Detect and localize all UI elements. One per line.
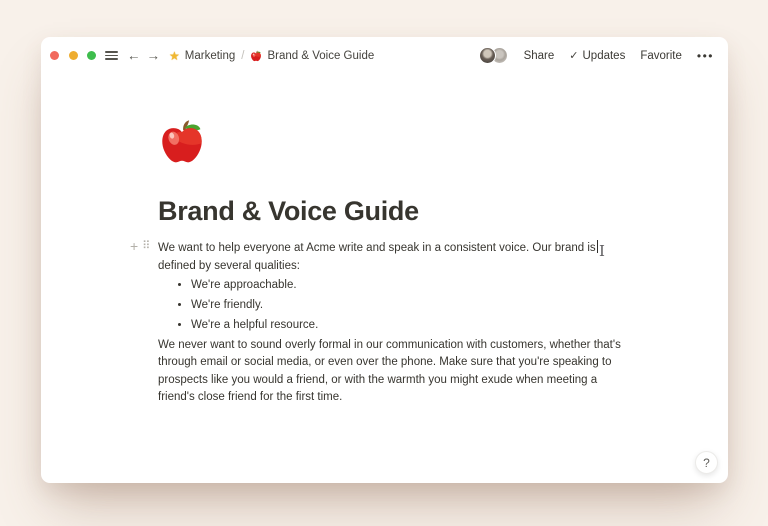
paragraph-text: through email or social media, or even over the phone. Make sure that you're speaking to <box>158 356 612 369</box>
bullet-list <box>158 277 638 334</box>
paragraph-text: defined by several qualities: <box>158 259 300 272</box>
help-button[interactable]: ? <box>695 451 718 474</box>
check-icon: ✓ <box>569 50 579 62</box>
page-title[interactable]: Brand & Voice Guide <box>158 196 419 226</box>
add-block-icon[interactable]: + <box>130 238 139 254</box>
collaborator-avatars <box>479 47 508 64</box>
paragraph-block[interactable] <box>158 240 638 275</box>
paragraph-text: We want to help everyone at Acme write and speak in a consistent voice. Our brand is <box>158 242 596 254</box>
drag-handle-icon[interactable]: ⠿ <box>142 240 150 252</box>
avatar[interactable] <box>479 47 496 64</box>
close-window-button[interactable] <box>50 51 59 60</box>
paragraph-block[interactable] <box>158 337 638 406</box>
sidebar-menu-icon[interactable] <box>105 51 118 60</box>
paragraph-text: prospects like you would a friend, or with the warmth you might exude when meeting a <box>158 373 598 386</box>
back-arrow-icon[interactable]: ← <box>127 47 141 63</box>
breadcrumb-workspace[interactable]: Marketing <box>184 49 236 62</box>
breadcrumb-separator: / <box>241 49 245 62</box>
paragraph-text: We never want to sound overly formal in our communication with customers, whether that's <box>158 339 621 351</box>
ibeam-cursor-icon: I <box>599 242 605 260</box>
page-content <box>158 37 638 406</box>
share-button[interactable]: Share <box>523 49 555 62</box>
app-window <box>41 37 728 483</box>
forward-arrow-icon[interactable]: → <box>146 47 160 63</box>
minimize-window-button[interactable] <box>69 51 78 60</box>
page-icon-apple[interactable] <box>158 118 206 166</box>
updates-label: Updates <box>582 49 626 62</box>
history-nav <box>127 47 160 63</box>
zoom-window-button[interactable] <box>87 51 96 60</box>
paragraph-text: friend's close friend for the first time. <box>158 390 343 403</box>
list-item[interactable]: • We're approachable. <box>191 277 638 294</box>
more-options-button[interactable]: ••• <box>696 48 714 63</box>
breadcrumb-page[interactable]: Brand & Voice Guide <box>267 49 375 62</box>
text-caret <box>597 240 598 253</box>
traffic-lights <box>50 51 96 60</box>
list-item[interactable]: • We're friendly. <box>191 297 638 314</box>
star-icon: ★ <box>169 48 180 63</box>
list-item[interactable]: • We're a helpful resource. <box>191 317 638 334</box>
block-controls <box>130 240 149 252</box>
favorite-button[interactable]: Favorite <box>640 49 682 62</box>
